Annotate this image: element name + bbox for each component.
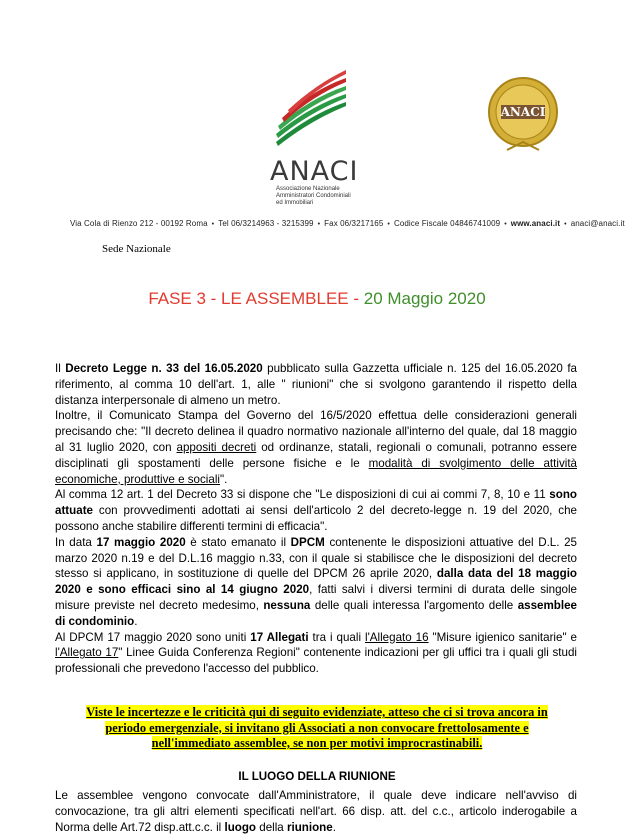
body-text bbox=[55, 361, 577, 677]
section-heading: IL LUOGO DELLA RIUNIONE bbox=[238, 770, 396, 783]
paragraph-comma12: Al comma 12 art. 1 del Decreto 33 si dispone che "Le disposizioni di cui ai commi 7, 8, 10 e 11 sono attuate con provvedimenti adottati ai sensi dell'articolo 2 del decreto-legge n. 19 del 2020, che possono anche stabilire differenti termini di efficacia". bbox=[55, 488, 577, 533]
paragraph-decreto: Il Decreto Legge n. 33 del 16.05.2020 pubblicato sulla Gazzetta ufficiale n. 125 del 16.05.2020 fa riferimento, al comma 10 dell'art. 1, alle " riunioni" che si svolgono garantendo il rispetto della distanza interpersonale di almeno un metro. bbox=[55, 362, 577, 407]
paragraph-luogo: Le assemblee vengono convocate dall'Amministratore, il quale deve indicare nell'avviso di convocazione, tra gli altri elementi specificati nell'art. 66 disp. att. del c.c., articolo inderogabile a Norma delle Art.72 disp.att.c.c. il luogo della riunione. bbox=[55, 789, 577, 834]
page-title: FASE 3 - LE ASSEMBLEE - 20 Maggio 2020 bbox=[148, 289, 486, 308]
contact-email-link[interactable]: anaci@anaci.it bbox=[570, 219, 625, 228]
contact-address: Via Cola di Rienzo 212 - 00192 Roma bbox=[70, 219, 208, 228]
anaci-logo-icon bbox=[266, 62, 356, 152]
svg-text:ANACI: ANACI bbox=[500, 105, 546, 119]
association-name: Associazione Nazionale Amministratori Condominiali ed Immobiliari bbox=[276, 186, 351, 206]
contact-tel: Tel 06/3214963 - 3215399 bbox=[218, 219, 314, 228]
highlighted-notice: Viste le incertezze e le criticità qui di seguito evidenziate, atteso che ci si trova ancora in periodo emergenziale, si invitano gli Associati a non convocare frettolosamente e nell'immediato assemblee, se non per motivi improcrastinabili. bbox=[86, 705, 548, 750]
paragraph-allegati: Al DPCM 17 maggio 2020 sono uniti 17 Allegati tra i quali l'Allegato 16 "Misure igienico sanitarie" e l'Allegato 17" Linee Guida Conferenza Regioni" contenente indicazioni per gli uffici tra i quali gli studi professionali che prevedono l'accesso del pubblico. bbox=[55, 630, 577, 676]
paragraph-dpcm: In data 17 maggio 2020 è stato emanato il DPCM contenente le disposizioni attuative del D.L. 25 marzo 2020 n.19 e del D.L.16 maggio n.33, con il quale si stabilisce che le disposizioni del decreto stesso si applicano, in sostituzione di quelle del DPCM 26 aprile 2020, dalla data del 18 maggio 2020 e sono efficaci sino al 14 giugno 2020, fatti salvi i diversi termini di durata delle singole misure previste nel decreto medesimo, nessuna delle quali interessa l'argomento delle assemblee di condominio. bbox=[55, 535, 577, 628]
contact-line: Via Cola di Rienzo 212 - 00192 Roma • Tel 06/3214963 - 3215399 • Fax 06/3217165 • Codice Fiscale 04846741009 • www.anaci.it • anaci@anaci.it bbox=[70, 219, 625, 228]
contact-web-link[interactable]: www.anaci.it bbox=[510, 219, 561, 228]
sede-label: Sede Nazionale bbox=[102, 243, 171, 255]
paragraph-comunicato: Inoltre, il Comunicato Stampa del Governo del 16/5/2020 effettua delle considerazioni generali precisando che: "Il decreto delinea il quadro normativo nazionale all'interno del quale, dal 18 maggio al 31 luglio 2020, con appositi decreti od ordinanze, statali, regionali o comunali, potranno essere disciplinati gli spostamenti delle persone fisiche e le modalità di svolgimento delle attività economiche, produttive e sociali". bbox=[55, 409, 577, 486]
anaci-seal-icon bbox=[487, 74, 559, 154]
contact-fiscal: Codice Fiscale 04846741009 bbox=[393, 219, 501, 228]
contact-fax: Fax 06/3217165 bbox=[324, 219, 384, 228]
logo-wordmark: ANACI bbox=[270, 156, 359, 187]
